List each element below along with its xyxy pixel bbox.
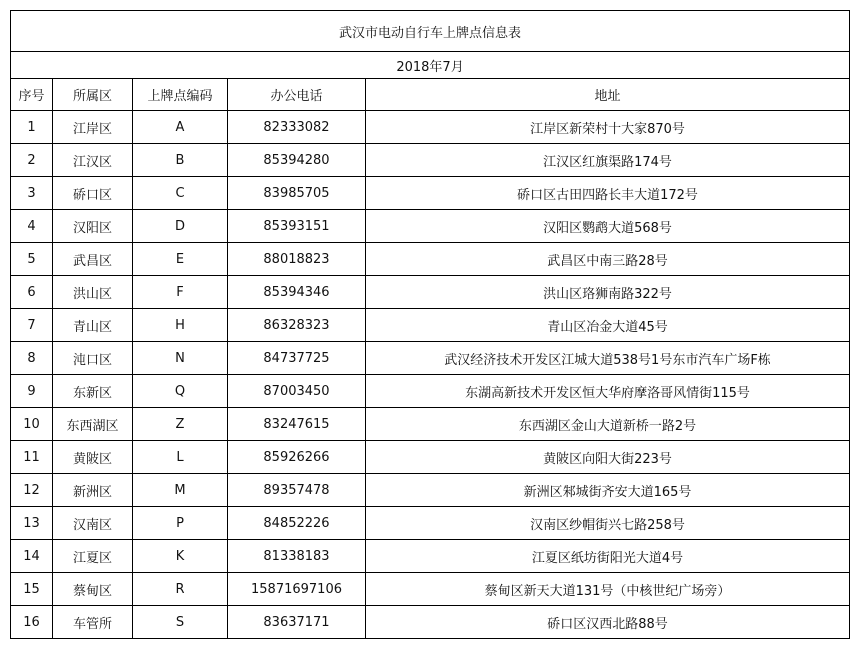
table-row: [11, 144, 850, 177]
cell-district: 汉南区: [53, 507, 133, 540]
cell-phone: 83637171: [228, 606, 366, 639]
table-row: [11, 375, 850, 408]
cell-code: Q: [133, 375, 228, 408]
cell-district: 青山区: [53, 309, 133, 342]
cell-address: 江汉区红旗渠路174号: [366, 144, 850, 177]
cell-district: 武昌区: [53, 243, 133, 276]
cell-code: F: [133, 276, 228, 309]
cell-district: 黄陂区: [53, 441, 133, 474]
cell-address: 江岸区新荣村十大家870号: [366, 111, 850, 144]
cell-address: 东西湖区金山大道新桥一路2号: [366, 408, 850, 441]
cell-address: 汉南区纱帽街兴七路258号: [366, 507, 850, 540]
table-date: 2018年7月: [11, 52, 850, 79]
cell-index: 14: [11, 540, 53, 573]
cell-index: 2: [11, 144, 53, 177]
cell-index: 9: [11, 375, 53, 408]
header-row: [11, 79, 850, 111]
cell-district: 汉阳区: [53, 210, 133, 243]
cell-district: 新洲区: [53, 474, 133, 507]
table-row: [11, 474, 850, 507]
table-row: [11, 210, 850, 243]
cell-code: A: [133, 111, 228, 144]
cell-phone: 15871697106: [228, 573, 366, 606]
cell-address: 东湖高新技术开发区恒大华府摩洛哥风情街115号: [366, 375, 850, 408]
cell-district: 江岸区: [53, 111, 133, 144]
cell-address: 黄陂区向阳大街223号: [366, 441, 850, 474]
cell-code: R: [133, 573, 228, 606]
cell-district: 硚口区: [53, 177, 133, 210]
cell-phone: 85926266: [228, 441, 366, 474]
cell-district: 江夏区: [53, 540, 133, 573]
table-row: [11, 309, 850, 342]
header-index: 序号: [11, 79, 53, 111]
cell-index: 5: [11, 243, 53, 276]
cell-index: 4: [11, 210, 53, 243]
cell-index: 7: [11, 309, 53, 342]
cell-index: 6: [11, 276, 53, 309]
header-address: 地址: [366, 79, 850, 111]
cell-phone: 85394280: [228, 144, 366, 177]
cell-index: 15: [11, 573, 53, 606]
cell-address: 蔡甸区新天大道131号（中核世纪广场旁）: [366, 573, 850, 606]
cell-phone: 84852226: [228, 507, 366, 540]
table-row: [11, 540, 850, 573]
table-row: [11, 177, 850, 210]
cell-district: 东西湖区: [53, 408, 133, 441]
cell-index: 12: [11, 474, 53, 507]
table-row: [11, 342, 850, 375]
cell-index: 8: [11, 342, 53, 375]
cell-phone: 88018823: [228, 243, 366, 276]
cell-phone: 83985705: [228, 177, 366, 210]
cell-phone: 89357478: [228, 474, 366, 507]
cell-code: C: [133, 177, 228, 210]
cell-index: 3: [11, 177, 53, 210]
date-row: [11, 52, 850, 79]
cell-phone: 83247615: [228, 408, 366, 441]
table-row: [11, 276, 850, 309]
cell-phone: 85393151: [228, 210, 366, 243]
header-phone: 办公电话: [228, 79, 366, 111]
cell-phone: 81338183: [228, 540, 366, 573]
cell-address: 新洲区邾城街齐安大道165号: [366, 474, 850, 507]
cell-index: 1: [11, 111, 53, 144]
cell-address: 武昌区中南三路28号: [366, 243, 850, 276]
table-row: [11, 507, 850, 540]
cell-code: P: [133, 507, 228, 540]
cell-address: 硚口区汉西北路88号: [366, 606, 850, 639]
cell-address: 江夏区纸坊街阳光大道4号: [366, 540, 850, 573]
cell-index: 16: [11, 606, 53, 639]
cell-phone: 84737725: [228, 342, 366, 375]
cell-phone: 85394346: [228, 276, 366, 309]
cell-phone: 82333082: [228, 111, 366, 144]
table-row: [11, 111, 850, 144]
cell-code: S: [133, 606, 228, 639]
cell-code: M: [133, 474, 228, 507]
cell-district: 车管所: [53, 606, 133, 639]
cell-district: 蔡甸区: [53, 573, 133, 606]
cell-address: 硚口区古田四路长丰大道172号: [366, 177, 850, 210]
table-row: [11, 573, 850, 606]
table-title: 武汉市电动自行车上牌点信息表: [11, 11, 850, 52]
cell-index: 10: [11, 408, 53, 441]
table-row: [11, 441, 850, 474]
cell-district: 洪山区: [53, 276, 133, 309]
table-row: [11, 243, 850, 276]
table-row: [11, 408, 850, 441]
cell-district: 沌口区: [53, 342, 133, 375]
cell-address: 青山区冶金大道45号: [366, 309, 850, 342]
title-row: [11, 11, 850, 52]
cell-code: B: [133, 144, 228, 177]
cell-code: K: [133, 540, 228, 573]
cell-district: 东新区: [53, 375, 133, 408]
table-row: [11, 606, 850, 639]
header-code: 上牌点编码: [133, 79, 228, 111]
cell-address: 汉阳区鹦鹉大道568号: [366, 210, 850, 243]
cell-code: Z: [133, 408, 228, 441]
cell-address: 武汉经济技术开发区江城大道538号1号东市汽车广场F栋: [366, 342, 850, 375]
cell-phone: 86328323: [228, 309, 366, 342]
cell-code: L: [133, 441, 228, 474]
cell-code: N: [133, 342, 228, 375]
header-district: 所属区: [53, 79, 133, 111]
cell-code: E: [133, 243, 228, 276]
cell-phone: 87003450: [228, 375, 366, 408]
info-table: [10, 10, 850, 639]
cell-district: 江汉区: [53, 144, 133, 177]
cell-code: D: [133, 210, 228, 243]
cell-code: H: [133, 309, 228, 342]
cell-index: 13: [11, 507, 53, 540]
cell-index: 11: [11, 441, 53, 474]
cell-address: 洪山区珞狮南路322号: [366, 276, 850, 309]
